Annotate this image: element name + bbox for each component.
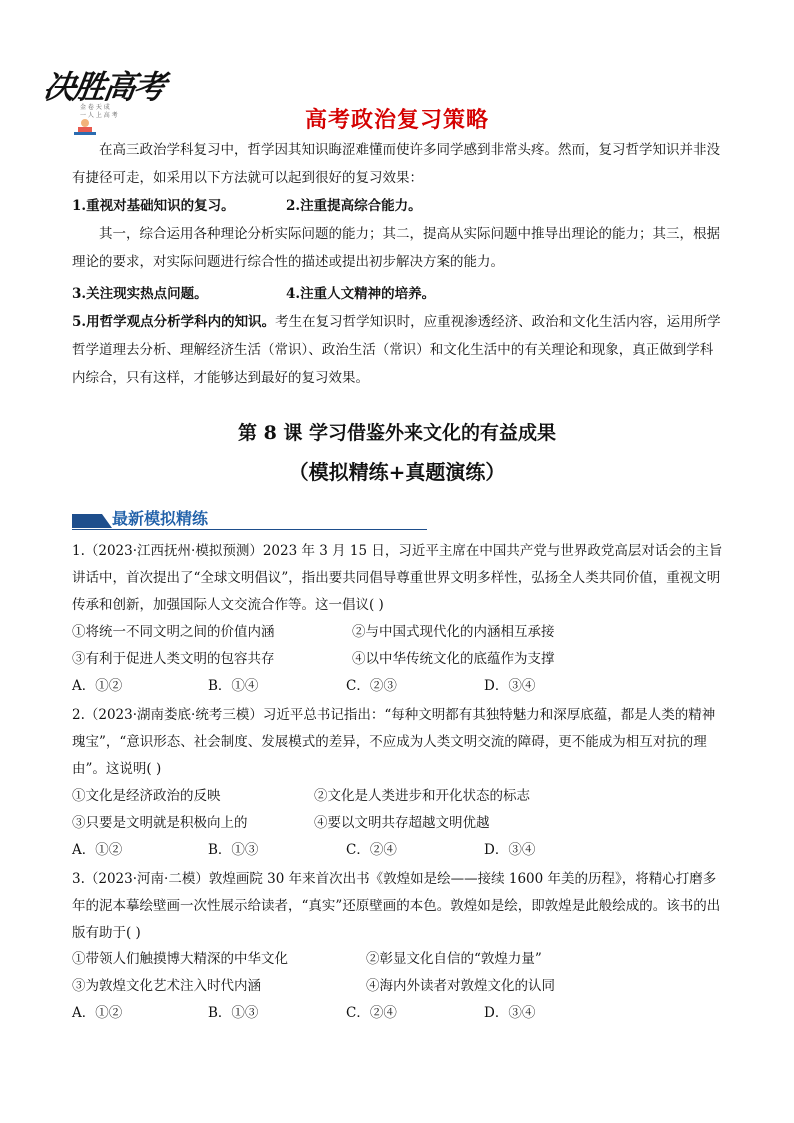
question-2-choice-d: D．③④: [484, 842, 536, 858]
method-1: 1.重视对基础知识的复习。: [72, 198, 235, 214]
method-5-paragraph: [72, 308, 724, 392]
logo-sub-line1: 金 卷 天 成: [80, 104, 110, 111]
question-2-item-3: ③只要是文明就是积极向上的: [72, 815, 248, 831]
question-2-choice-a: A．①②: [72, 842, 123, 858]
question-1-item-4: ④以中华传统文化的底蕴作为支撑: [352, 651, 555, 667]
intro-paragraph: 在高三政治学科复习中，哲学因其知识晦涩难懂而使许多同学感到非常头疼。然而，复习哲学知识并非没有捷径可走，如采用以下方法就可以起到很好的复习效果：: [72, 142, 720, 186]
question-1-item-2: ②与中国式现代化的内涵相互承接: [352, 624, 555, 640]
question-3-item-4: ④海内外读者对敦煌文化的认同: [366, 978, 555, 994]
method-5-text: 考生在复习哲学知识时，应重视渗透经济、政治和文化生活内容，运用所学哲学道理去分析、理解经济生活（常识）、政治生活（常识）和文化生活中的有关理论和现象，真正做到学科内综合，只有这样，才能够达到最好的复习效果。: [72, 314, 721, 386]
question-2-item-2: ②文化是人类进步和开化状态的标志: [314, 788, 530, 804]
logo-sub-line2: 一 人 上 高 考: [80, 112, 118, 119]
method-5-heading: 5.用哲学观点分析学科内的知识。: [72, 314, 276, 330]
method-2: 2.注重提高综合能力。: [286, 198, 422, 214]
question-2-stem: 2.（2023·湖南娄底·统考三模）习近平总书记指出：“每种文明都有其独特魅力和深厚底蕴，都是人类的精神瑰宝”，“意识形态、社会制度、发展模式的差异，不应成为人类文明交流的障碍，更不能成为相互对抗的理由”。这说明( ): [72, 707, 716, 777]
lesson-subtitle: （模拟精练+真题演练）: [288, 460, 506, 484]
question-2-choice-b: B．①③: [208, 842, 259, 858]
question-2-item-1: ①文化是经济政治的反映: [72, 788, 221, 804]
question-1-stem: 1.（2023·江西抚州·模拟预测）2023 年 3 月 15 日，习近平主席在中国共产党与世界政党高层对话会的主旨讲话中，首次提出了“全球文明倡议”，指出要共同倡导尊重世界文明多样性，弘扬全人类共同价值，重视文明传承和创新，加强国际人文交流合作等。这一倡议( ): [72, 543, 723, 613]
question-3-item-2: ②彰显文化自信的“敦煌力量”: [366, 951, 542, 967]
question-1-choice-a: A．①②: [72, 678, 123, 694]
question-3-choice-a: A．①②: [72, 1005, 123, 1021]
method-3: 3.关注现实热点问题。: [72, 286, 208, 302]
question-3-choice-b: B．①③: [208, 1005, 259, 1021]
lesson-title: 第 8 课 学习借鉴外来文化的有益成果: [237, 422, 557, 444]
question-3-item-3: ③为敦煌文化艺术注入时代内涵: [72, 978, 261, 994]
question-1-choice-b: B．①④: [208, 678, 259, 694]
question-3-choice-c: C．②④: [346, 1005, 397, 1021]
method-2-detail: 其一，综合运用各种理论分析实际问题的能力；其二，提高从实际问题中推导出理论的能力；其三，根据理论的要求，对实际问题进行综合性的描述或提出初步解决方案的能力。: [72, 226, 720, 270]
question-3-stem: 3.（2023·河南·二模）敦煌画院 30 年来首次出书《敦煌如是绘——接续 1600 年美的历程》，将精心打磨多年的泥本摹绘壁画一次性展示给读者，“真实”还原壁画的本色。敦煌如是绘，即敦煌是此般绘成的。该书的出版有助于( ): [72, 871, 721, 941]
question-1-item-1: ①将统一不同文明之间的价值内涵: [72, 624, 275, 640]
page-title: 高考政治复习策略: [304, 108, 489, 133]
question-3-choice-d: D．③④: [484, 1005, 536, 1021]
question-1-item-3: ③有利于促进人类文明的包容共存: [72, 651, 275, 667]
section-underline: [72, 529, 427, 530]
question-1-choice-c: C．②③: [346, 678, 397, 694]
method-4: 4.注重人文精神的培养。: [286, 286, 436, 302]
logo-text: 决胜高考: [41, 68, 167, 106]
question-3-item-1: ①带领人们触摸博大精深的中华文化: [72, 951, 288, 967]
question-2-item-4: ④要以文明共存超越文明优越: [314, 815, 490, 831]
section-header: [72, 506, 427, 532]
question-2-choice-c: C．②④: [346, 842, 397, 858]
section-label: 最新模拟精练: [112, 509, 209, 528]
section-marker-icon: [72, 514, 112, 528]
question-1-choice-d: D．③④: [484, 678, 536, 694]
